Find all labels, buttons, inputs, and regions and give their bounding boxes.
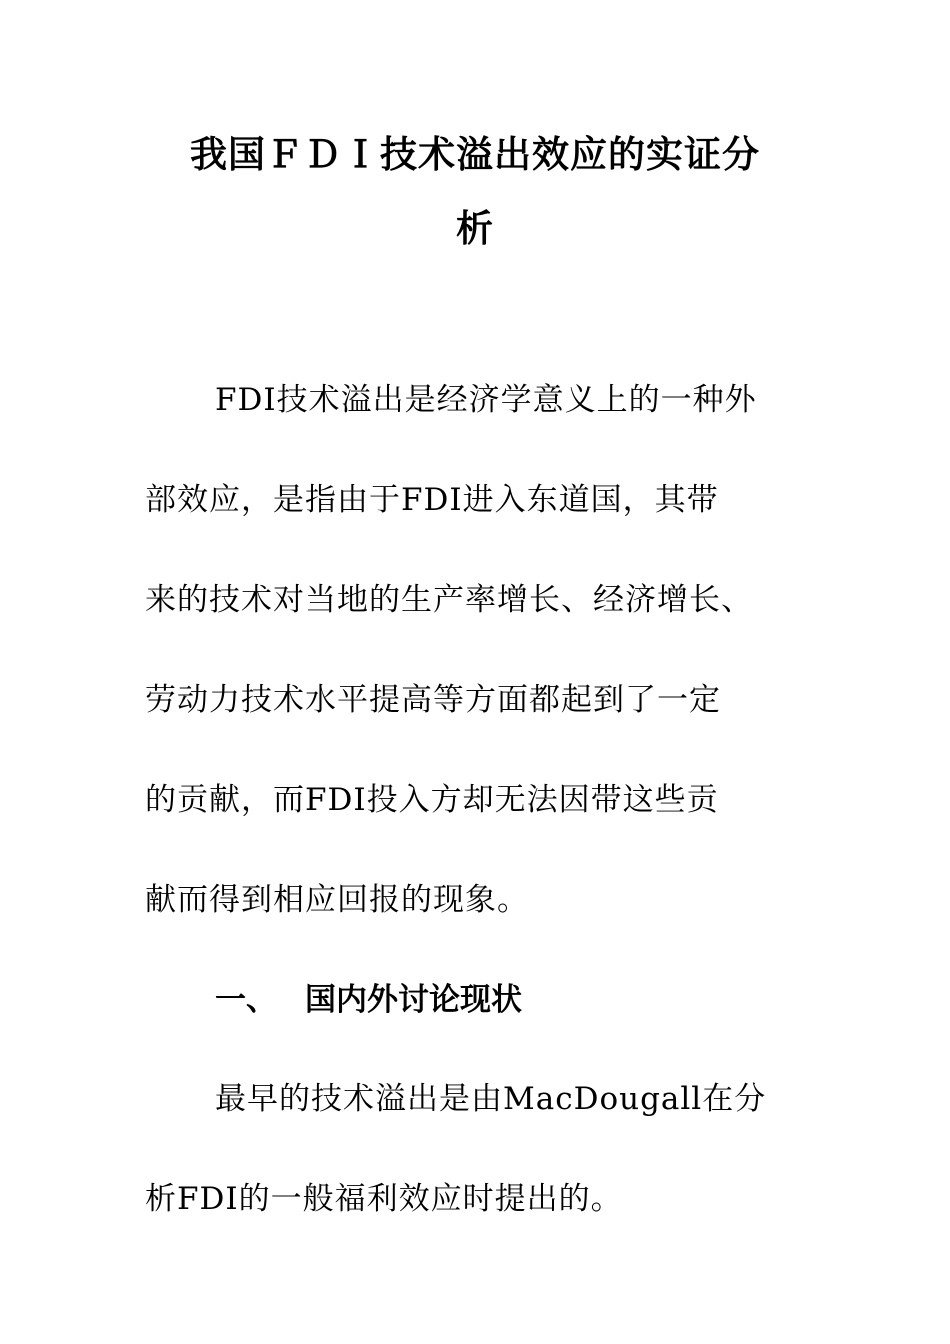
paragraph-2-line-1: 最早的技术溢出是由MacDougall在分 <box>215 1081 767 1117</box>
paragraph-1-line-5: 的贡献，而FDI投入方却无法因带这些贡 <box>145 782 719 818</box>
section-number: 一、 <box>215 982 277 1018</box>
section-heading-text: 国内外讨论现状 <box>305 982 522 1018</box>
paragraph-fdi-definition <box>145 350 805 950</box>
paragraph-1-line-2: 部效应，是指由于FDI进入东道国，其带 <box>145 482 719 518</box>
paragraph-1-line-4: 劳动力技术水平提高等方面都起到了一定 <box>145 682 721 718</box>
paragraph-1-line-1: FDI技术溢出是经济学意义上的一种外 <box>215 382 757 418</box>
paragraph-1-line-3: 来的技术对当地的生产率增长、经济增长、 <box>145 582 753 618</box>
title-line-1: 我国ＦＤＩ技术溢出效应的实证分 <box>190 133 760 176</box>
paragraph-2-line-2: 析FDI的一般福利效应时提出的。 <box>145 1181 623 1217</box>
section-heading <box>215 965 522 1035</box>
paragraph-macdougall <box>145 1049 805 1249</box>
title-line-2: 析 <box>456 207 494 250</box>
document-title <box>145 118 805 266</box>
paragraph-1-line-6: 献而得到相应回报的现象。 <box>145 882 529 918</box>
